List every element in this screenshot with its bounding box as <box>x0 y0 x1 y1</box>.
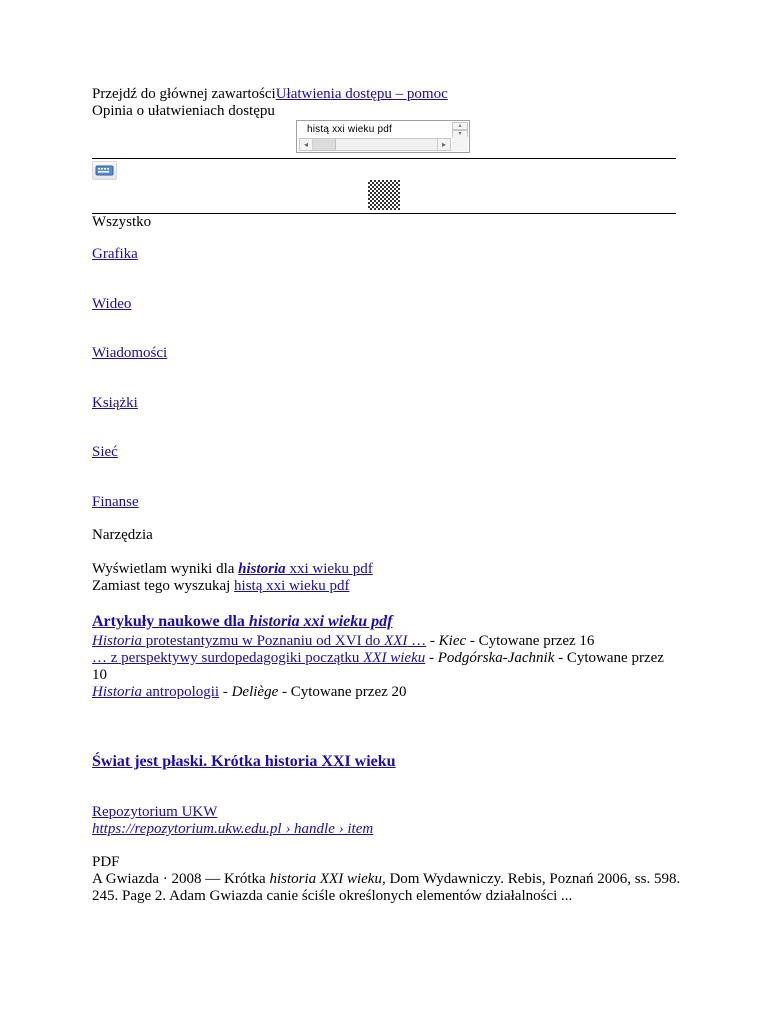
divider-top <box>92 158 676 159</box>
scholar-link-text: protestantyzmu w Poznaniu od XVI do <box>142 633 385 649</box>
snippet-text-a: A Gwiazda · 2008 — Krótka <box>92 871 270 887</box>
scholar-cited: - Cytowane przez 10 <box>92 650 664 683</box>
nav-link-books[interactable]: Książki <box>92 395 138 411</box>
logo-image[interactable] <box>368 180 400 210</box>
scholar-sep: - <box>426 633 439 649</box>
nav-link-web[interactable]: Sieć <box>92 444 118 460</box>
scroll-right-icon[interactable]: ▸ <box>437 139 450 150</box>
corrected-query-link[interactable] <box>238 561 373 577</box>
nav-tools[interactable]: Narzędzia <box>92 527 153 543</box>
spin-up-icon[interactable]: ▴ <box>452 122 468 130</box>
scholar-author: Kiec <box>438 633 467 649</box>
search-horizontal-scrollbar[interactable] <box>299 138 451 151</box>
scrollbar-thumb[interactable] <box>313 139 336 150</box>
instead-prefix: Zamiast tego wyszukaj <box>92 578 235 594</box>
search-instead-for <box>92 578 349 595</box>
scholar-heading-query: historia xxi wieku pdf <box>248 613 393 630</box>
scroll-left-icon[interactable]: ◂ <box>300 139 313 150</box>
accessibility-help-link[interactable]: Ułatwienia dostępu – pomoc <box>275 86 448 102</box>
corrected-query-rest: xxi wieku pdf <box>285 561 373 577</box>
scholar-sep: - <box>219 684 232 700</box>
scholar-item <box>92 633 682 650</box>
skip-to-content-text: Przejdź do głównej zawartości <box>92 86 276 102</box>
snippet-text-b: , Dom Wydawniczy. Rebis, Poznań 2006, ss. 598. 245. Page 2. Adam Gwiazda canie ściśle określonych elementów działalności ... <box>92 871 681 904</box>
scholar-item-link[interactable] <box>92 650 425 666</box>
result-filetype-label: PDF <box>92 854 120 870</box>
result-url[interactable]: https://repozytorium.ukw.edu.pl › handle › item <box>92 821 374 837</box>
scholar-author: Podgórska-Jachnik <box>437 650 555 666</box>
nav-link-news[interactable]: Wiadomości <box>92 345 168 361</box>
virtual-keyboard-button[interactable] <box>92 161 117 180</box>
result-site-name[interactable]: Repozytorium UKW <box>92 804 218 820</box>
scholar-cited: - Cytowane przez 20 <box>278 684 407 700</box>
scholar-item <box>92 684 682 701</box>
accessibility-feedback-text: Opinia o ułatwieniach dostępu <box>92 103 275 119</box>
original-query-link[interactable]: histą xxi wieku pdf <box>234 578 350 594</box>
scholar-link-em2: XXI wieku <box>363 650 426 666</box>
resize-corner <box>452 137 468 151</box>
nav-link-images[interactable]: Grafika <box>92 246 138 262</box>
scholar-link-em2: XXI <box>384 633 408 649</box>
keyboard-icon <box>93 162 116 179</box>
search-box <box>296 120 470 153</box>
scholar-link-text: … z perspektywy surdopedagogiki początku <box>92 650 364 666</box>
search-input[interactable] <box>299 122 459 136</box>
spin-down-icon[interactable]: ▾ <box>452 130 468 138</box>
result-snippet <box>92 871 682 905</box>
nav-link-finance[interactable]: Finanse <box>92 494 139 510</box>
scholar-link-em: Historia <box>92 684 143 700</box>
showing-prefix: Wyświetlam wyniki dla <box>92 561 239 577</box>
search-spinner[interactable] <box>452 122 468 136</box>
showing-results-for <box>92 561 373 578</box>
scholar-heading-link[interactable] <box>92 613 393 630</box>
scholar-cited: - Cytowane przez 16 <box>466 633 595 649</box>
snippet-emphasis: historia XXI wieku <box>269 871 382 887</box>
nav-all: Wszystko <box>92 214 152 230</box>
nav-link-videos[interactable]: Wideo <box>92 296 132 312</box>
corrected-query-bold: historia <box>238 561 286 577</box>
divider-bottom <box>92 213 676 214</box>
header-links-row <box>92 86 448 103</box>
scholar-link-text: antropologii <box>142 684 220 700</box>
result-title-link[interactable]: Świat jest płaski. Krótka historia XXI wieku <box>92 753 396 770</box>
scholar-sep: - <box>425 650 438 666</box>
scholar-link-em: Historia <box>92 633 143 649</box>
scholar-item-link[interactable] <box>92 684 219 700</box>
scholar-link-end: … <box>407 633 427 649</box>
scholar-heading-prefix: Artykuły naukowe dla <box>92 613 249 630</box>
scholar-item <box>92 650 682 684</box>
scholar-item-link[interactable] <box>92 633 426 649</box>
scholar-author: Deliège <box>231 684 279 700</box>
